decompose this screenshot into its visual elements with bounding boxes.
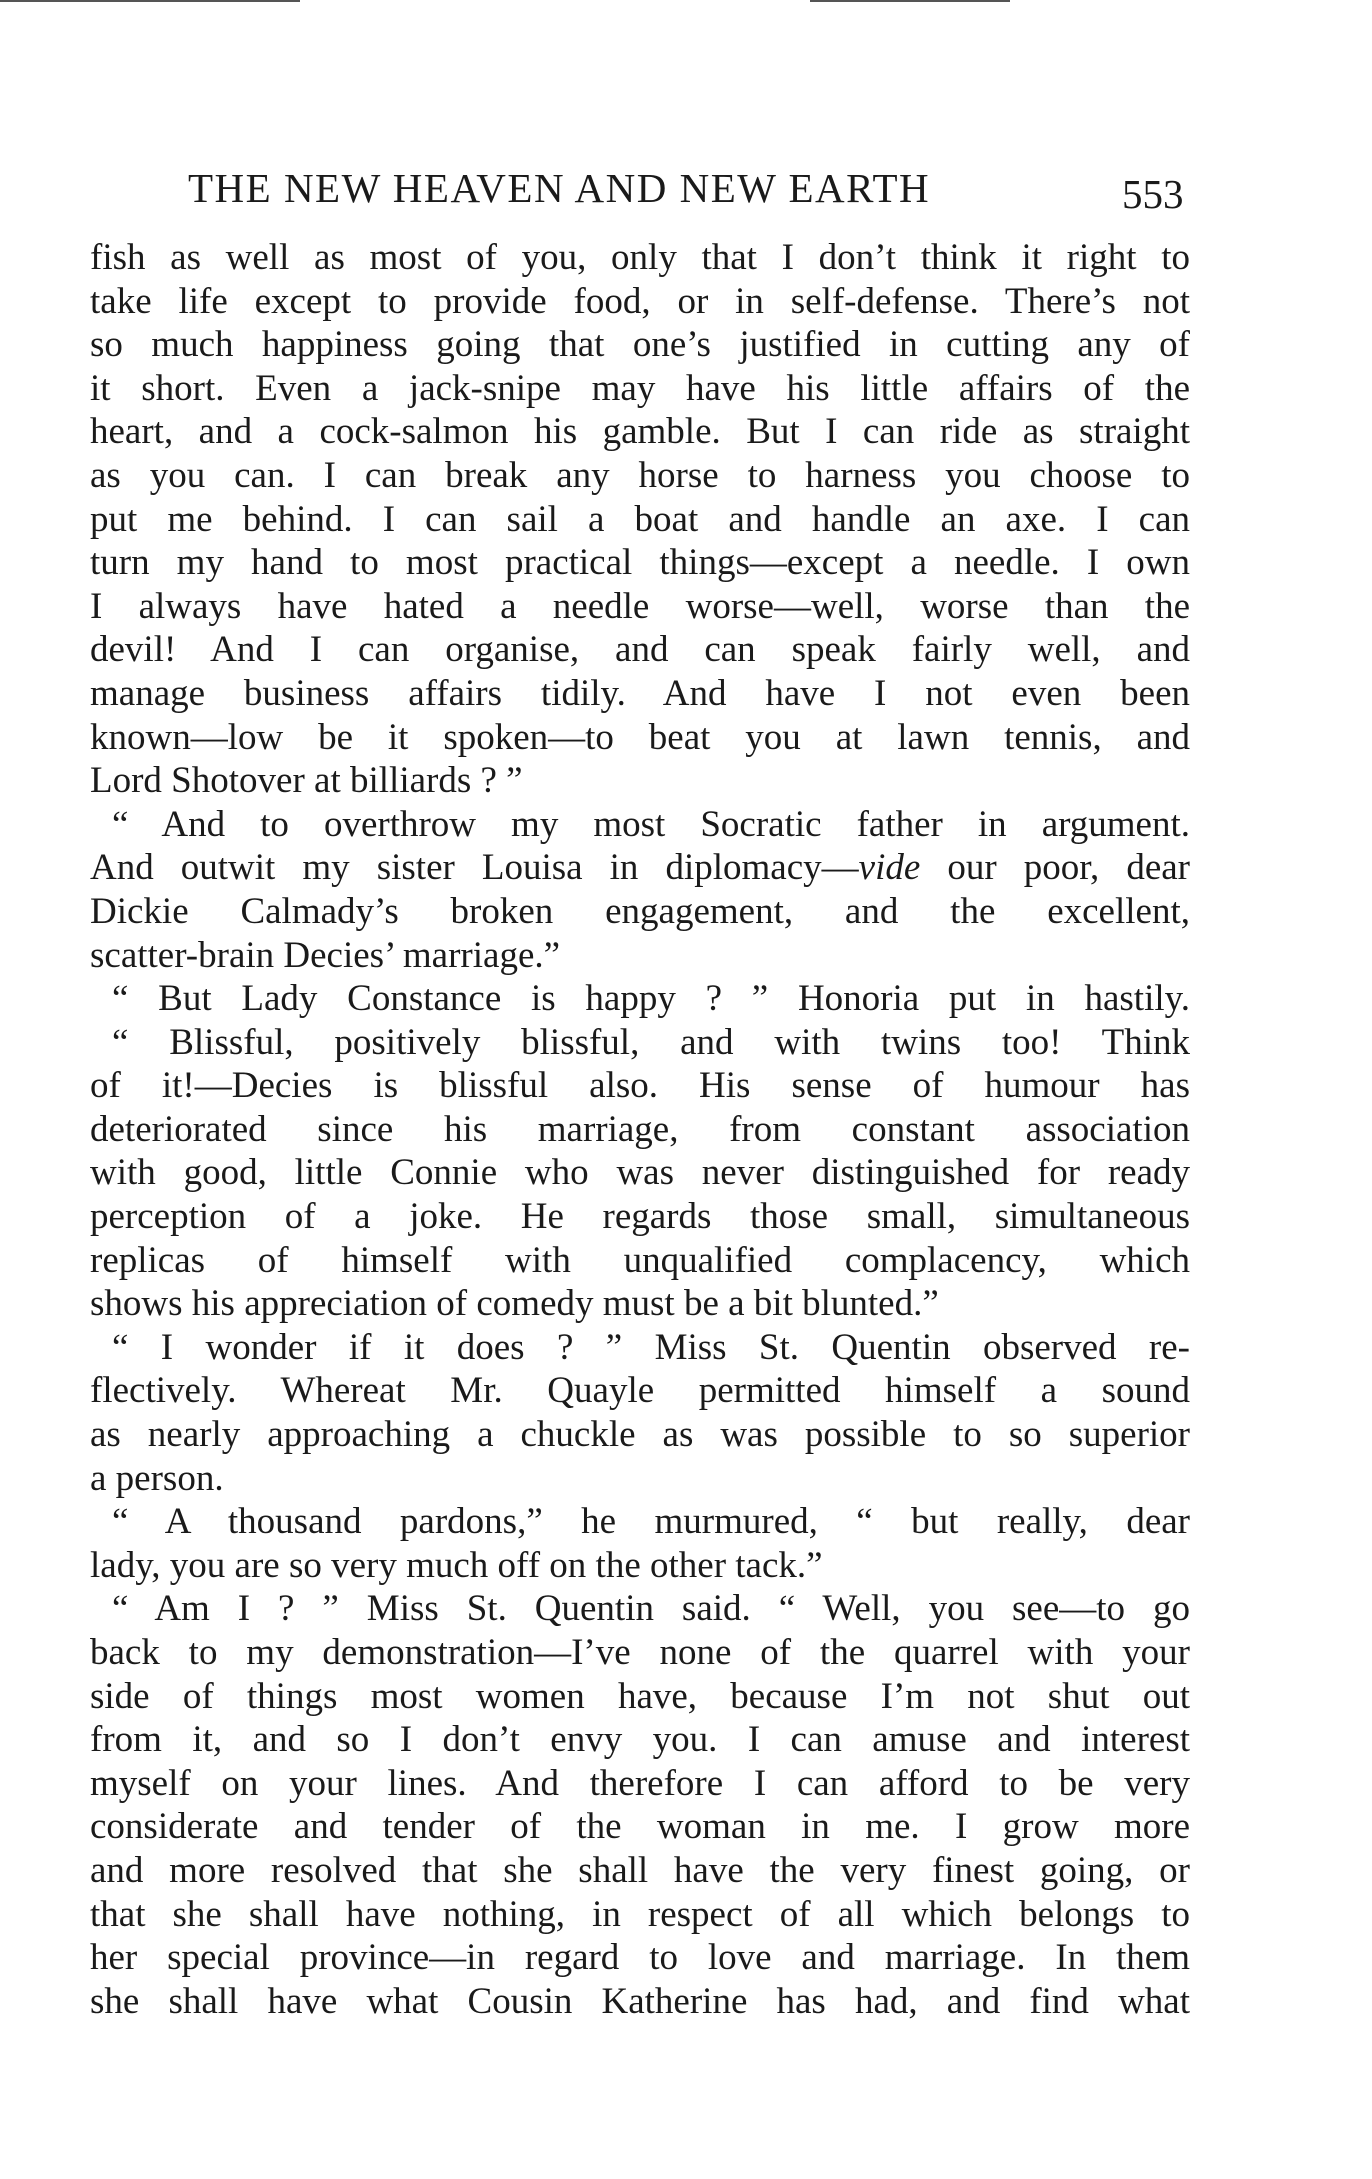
page-number: 553	[1122, 171, 1184, 217]
text-line-23: perception of a joke. He regards those small, simultaneous	[90, 1196, 1190, 1238]
text-line-37: considerate and tender of the woman in me. I grow more	[90, 1806, 1190, 1848]
text-line-29: a person.	[90, 1457, 224, 1499]
text-line-4: it short. Even a jack-snipe may have his little affairs of the	[90, 367, 1190, 409]
text-line-33: back to my demonstration—I’ve none of the quarrel with your	[90, 1632, 1190, 1673]
text-line-24: replicas of himself with unqualified complacency, which	[90, 1239, 1190, 1281]
text-line-15-pre: And outwit my sister Louisa in diplomacy—	[90, 847, 859, 889]
text-line-34: side of things most women have, because I’m not shut out	[90, 1675, 1190, 1717]
text-line-35: from it, and so I don’t envy you. I can amuse and interest	[90, 1719, 1190, 1761]
text-line-1: fish as well as most of you, only that I don’t think it right to	[90, 237, 1190, 278]
text-line-36: myself on your lines. And therefore I can afford to be very	[90, 1762, 1190, 1804]
text-line-38: and more resolved that she shall have the very finest going, or	[90, 1849, 1190, 1891]
text-line-8: turn my hand to most practical things—except a needle. I own	[90, 542, 1190, 584]
body-text	[90, 236, 1190, 2023]
text-line-22: with good, little Connie who was never distinguished for ready	[90, 1152, 1190, 1194]
text-line-14: “ And to overthrow my most Socratic father in argument.	[112, 803, 1190, 845]
text-line-19: “ Blissful, positively blissful, and with twins too! Think	[112, 1021, 1190, 1063]
text-line-32: “ Am I ? ” Miss St. Quentin said. “ Well, you see—to go	[112, 1588, 1190, 1630]
text-line-25: shows his appreciation of comedy must be a bit blunted.”	[90, 1283, 939, 1325]
text-line-15-post: our poor, dear	[920, 847, 1190, 889]
text-line-17: scatter-brain Decies’ marriage.”	[90, 934, 561, 976]
text-line-16: Dickie Calmady’s broken engagement, and the excellent,	[90, 890, 1190, 932]
text-line-12: known—low be it spoken—to beat you at lawn tennis, and	[90, 716, 1190, 758]
text-line-13: Lord Shotover at billiards ? ”	[90, 760, 523, 802]
text-line-41: she shall have what Cousin Katherine has had, and find what	[90, 1980, 1190, 2022]
text-line-39: that she shall have nothing, in respect of all which belongs to	[90, 1893, 1190, 1935]
italic-word-vide: vide	[858, 847, 921, 889]
text-line-3: so much happiness going that one’s justified in cutting any of	[90, 324, 1190, 366]
text-line-31: lady, you are so very much off on the other tack.”	[90, 1544, 823, 1586]
text-line-28: as nearly approaching a chuckle as was possible to so superior	[90, 1414, 1190, 1456]
book-page	[90, 158, 1190, 2023]
running-head	[90, 158, 1190, 218]
text-line-15	[90, 846, 1190, 890]
top-edge-rule-right	[810, 0, 1010, 2]
text-line-26: “ I wonder if it does ? ” Miss St. Quentin observed re-	[112, 1326, 1190, 1368]
text-line-10: devil! And I can organise, and can speak fairly well, and	[90, 629, 1190, 671]
text-line-21: deteriorated since his marriage, from constant association	[90, 1108, 1190, 1150]
text-line-40: her special province—in regard to love and marriage. In them	[90, 1937, 1190, 1979]
text-line-27: flectively. Whereat Mr. Quayle permitted himself a sound	[90, 1370, 1190, 1412]
text-line-6: as you can. I can break any horse to harness you choose to	[90, 454, 1190, 496]
running-title: THE NEW HEAVEN AND NEW EARTH	[188, 165, 931, 211]
text-line-5: heart, and a cock-salmon his gamble. But I can ride as straight	[90, 411, 1190, 453]
text-line-30: “ A thousand pardons,” he murmured, “ but really, dear	[112, 1501, 1190, 1543]
top-edge-rule-left	[0, 0, 300, 2]
text-line-9: I always have hated a needle worse—well, worse than the	[90, 585, 1190, 627]
text-line-7: put me behind. I can sail a boat and handle an axe. I can	[90, 498, 1190, 540]
text-line-2: take life except to provide food, or in self-defense. There’s not	[90, 280, 1190, 322]
text-line-11: manage business affairs tidily. And have I not even been	[90, 672, 1190, 714]
text-line-18: “ But Lady Constance is happy ? ” Honoria put in hastily.	[112, 978, 1190, 1020]
text-line-20: of it!—Decies is blissful also. His sense of humour has	[90, 1065, 1190, 1107]
